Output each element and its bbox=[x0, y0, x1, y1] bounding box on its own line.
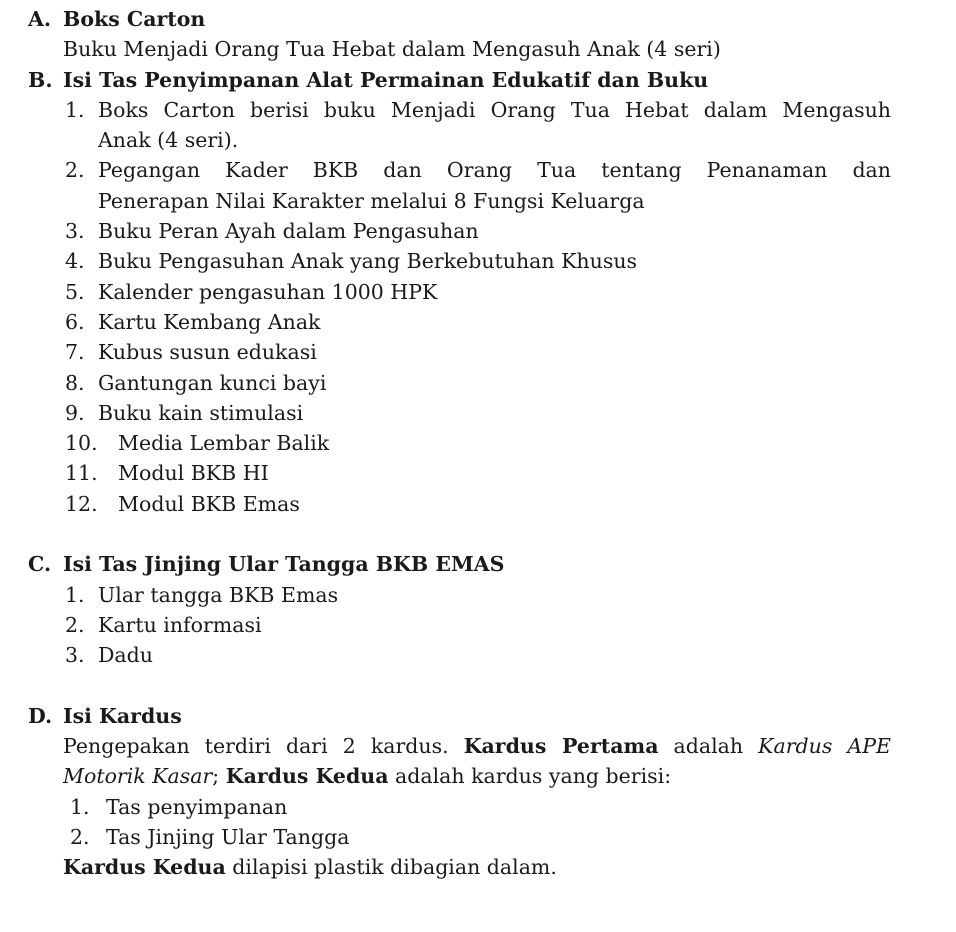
section-d-text: dilapisi plastik dibagian dalam. bbox=[232, 855, 557, 880]
list-text: Modul BKB HI bbox=[118, 461, 269, 486]
list-text: Modul BKB Emas bbox=[118, 491, 300, 516]
section-d-paragraph-line-1 bbox=[0, 731, 891, 761]
section-d-italic: Kardus APE bbox=[758, 734, 891, 759]
list-item bbox=[0, 307, 891, 337]
section-d-closing bbox=[0, 852, 956, 882]
section-d-title: Isi Kardus bbox=[63, 703, 182, 728]
list-item bbox=[0, 246, 891, 276]
list-item bbox=[0, 640, 891, 670]
section-d-italic: Motorik Kasar bbox=[63, 764, 213, 789]
list-item bbox=[0, 368, 891, 398]
list-number: 7. bbox=[65, 340, 85, 365]
list-item bbox=[0, 580, 891, 610]
section-c-title: Isi Tas Jinjing Ular Tangga BKB EMAS bbox=[63, 552, 505, 577]
list-text: Boks Carton berisi buku Menjadi Orang Tua Hebat dalam Mengasuh bbox=[98, 97, 891, 122]
list-number: 9. bbox=[65, 400, 85, 425]
section-d-letter: D. bbox=[28, 703, 53, 728]
list-number: 11. bbox=[65, 461, 98, 486]
list-text: Buku kain stimulasi bbox=[98, 400, 304, 425]
list-text: Kartu Kembang Anak bbox=[98, 309, 321, 334]
list-number: 3. bbox=[65, 643, 85, 668]
list-number: 5. bbox=[65, 279, 85, 304]
list-item bbox=[0, 610, 891, 640]
section-b-letter: B. bbox=[28, 67, 53, 92]
list-number: 8. bbox=[65, 370, 85, 395]
list-number: 6. bbox=[65, 309, 85, 334]
list-item bbox=[0, 337, 891, 367]
list-item bbox=[0, 458, 911, 488]
list-text-continued: Penerapan Nilai Karakter melalui 8 Fungsi Keluarga bbox=[98, 188, 645, 213]
list-text: Ular tangga BKB Emas bbox=[98, 582, 339, 607]
list-item bbox=[0, 95, 891, 125]
section-d-text: ; bbox=[212, 764, 220, 789]
list-number: 2. bbox=[65, 158, 85, 183]
section-d-text: adalah bbox=[673, 734, 744, 759]
list-text: Dadu bbox=[98, 643, 153, 668]
section-b-title: Isi Tas Penyimpanan Alat Permainan Edukatif dan Buku bbox=[63, 67, 709, 92]
section-b-heading bbox=[0, 65, 956, 95]
list-number: 3. bbox=[65, 219, 85, 244]
section-c-letter: C. bbox=[28, 552, 52, 577]
list-text: Pegangan Kader BKB dan Orang Tua tentang Penanaman dan bbox=[98, 158, 891, 183]
list-number: 10. bbox=[65, 431, 98, 456]
section-d-bold: Kardus Pertama bbox=[463, 734, 659, 759]
list-text-continued: Anak (4 seri). bbox=[98, 128, 239, 153]
section-d-text: Pengepakan terdiri dari 2 kardus. bbox=[63, 734, 449, 759]
list-number: 2. bbox=[65, 612, 85, 637]
list-item bbox=[0, 155, 891, 185]
list-text: Tas penyimpanan bbox=[106, 794, 288, 819]
list-text: Buku Peran Ayah dalam Pengasuhan bbox=[98, 219, 479, 244]
list-text: Kartu informasi bbox=[98, 612, 262, 637]
list-text: Buku Pengasuhan Anak yang Berkebutuhan Khusus bbox=[98, 249, 638, 274]
section-a-text: Buku Menjadi Orang Tua Hebat dalam Mengasuh Anak (4 seri) bbox=[63, 37, 721, 62]
list-item bbox=[0, 822, 956, 852]
list-item bbox=[0, 792, 956, 822]
section-a-title: Boks Carton bbox=[63, 7, 206, 31]
section-d-bold: Kardus Kedua bbox=[225, 764, 389, 789]
list-text: Media Lembar Balik bbox=[118, 431, 330, 456]
section-d-text: adalah kardus yang berisi: bbox=[395, 764, 672, 789]
list-item bbox=[0, 489, 911, 519]
list-text: Kubus susun edukasi bbox=[98, 340, 317, 365]
spacer bbox=[0, 519, 956, 549]
spacer bbox=[0, 671, 956, 701]
section-a-heading bbox=[0, 4, 956, 34]
section-d-bold: Kardus Kedua bbox=[63, 855, 226, 880]
list-item bbox=[0, 398, 891, 428]
section-c-heading bbox=[0, 549, 956, 579]
section-a-letter: A. bbox=[28, 7, 52, 31]
document-page bbox=[0, 4, 956, 883]
list-text: Kalender pengasuhan 1000 HPK bbox=[98, 279, 438, 304]
list-item bbox=[0, 277, 891, 307]
list-item bbox=[0, 428, 911, 458]
list-number: 2. bbox=[70, 825, 90, 850]
list-number: 4. bbox=[65, 249, 85, 274]
section-d-heading bbox=[0, 701, 956, 731]
list-item bbox=[0, 216, 891, 246]
list-number: 1. bbox=[65, 582, 85, 607]
list-number: 1. bbox=[70, 794, 90, 819]
section-d-paragraph-line-2 bbox=[0, 761, 956, 791]
list-number: 12. bbox=[65, 491, 98, 516]
list-number: 1. bbox=[65, 97, 85, 122]
list-text: Gantungan kunci bayi bbox=[98, 370, 327, 395]
list-text: Tas Jinjing Ular Tangga bbox=[106, 825, 350, 850]
